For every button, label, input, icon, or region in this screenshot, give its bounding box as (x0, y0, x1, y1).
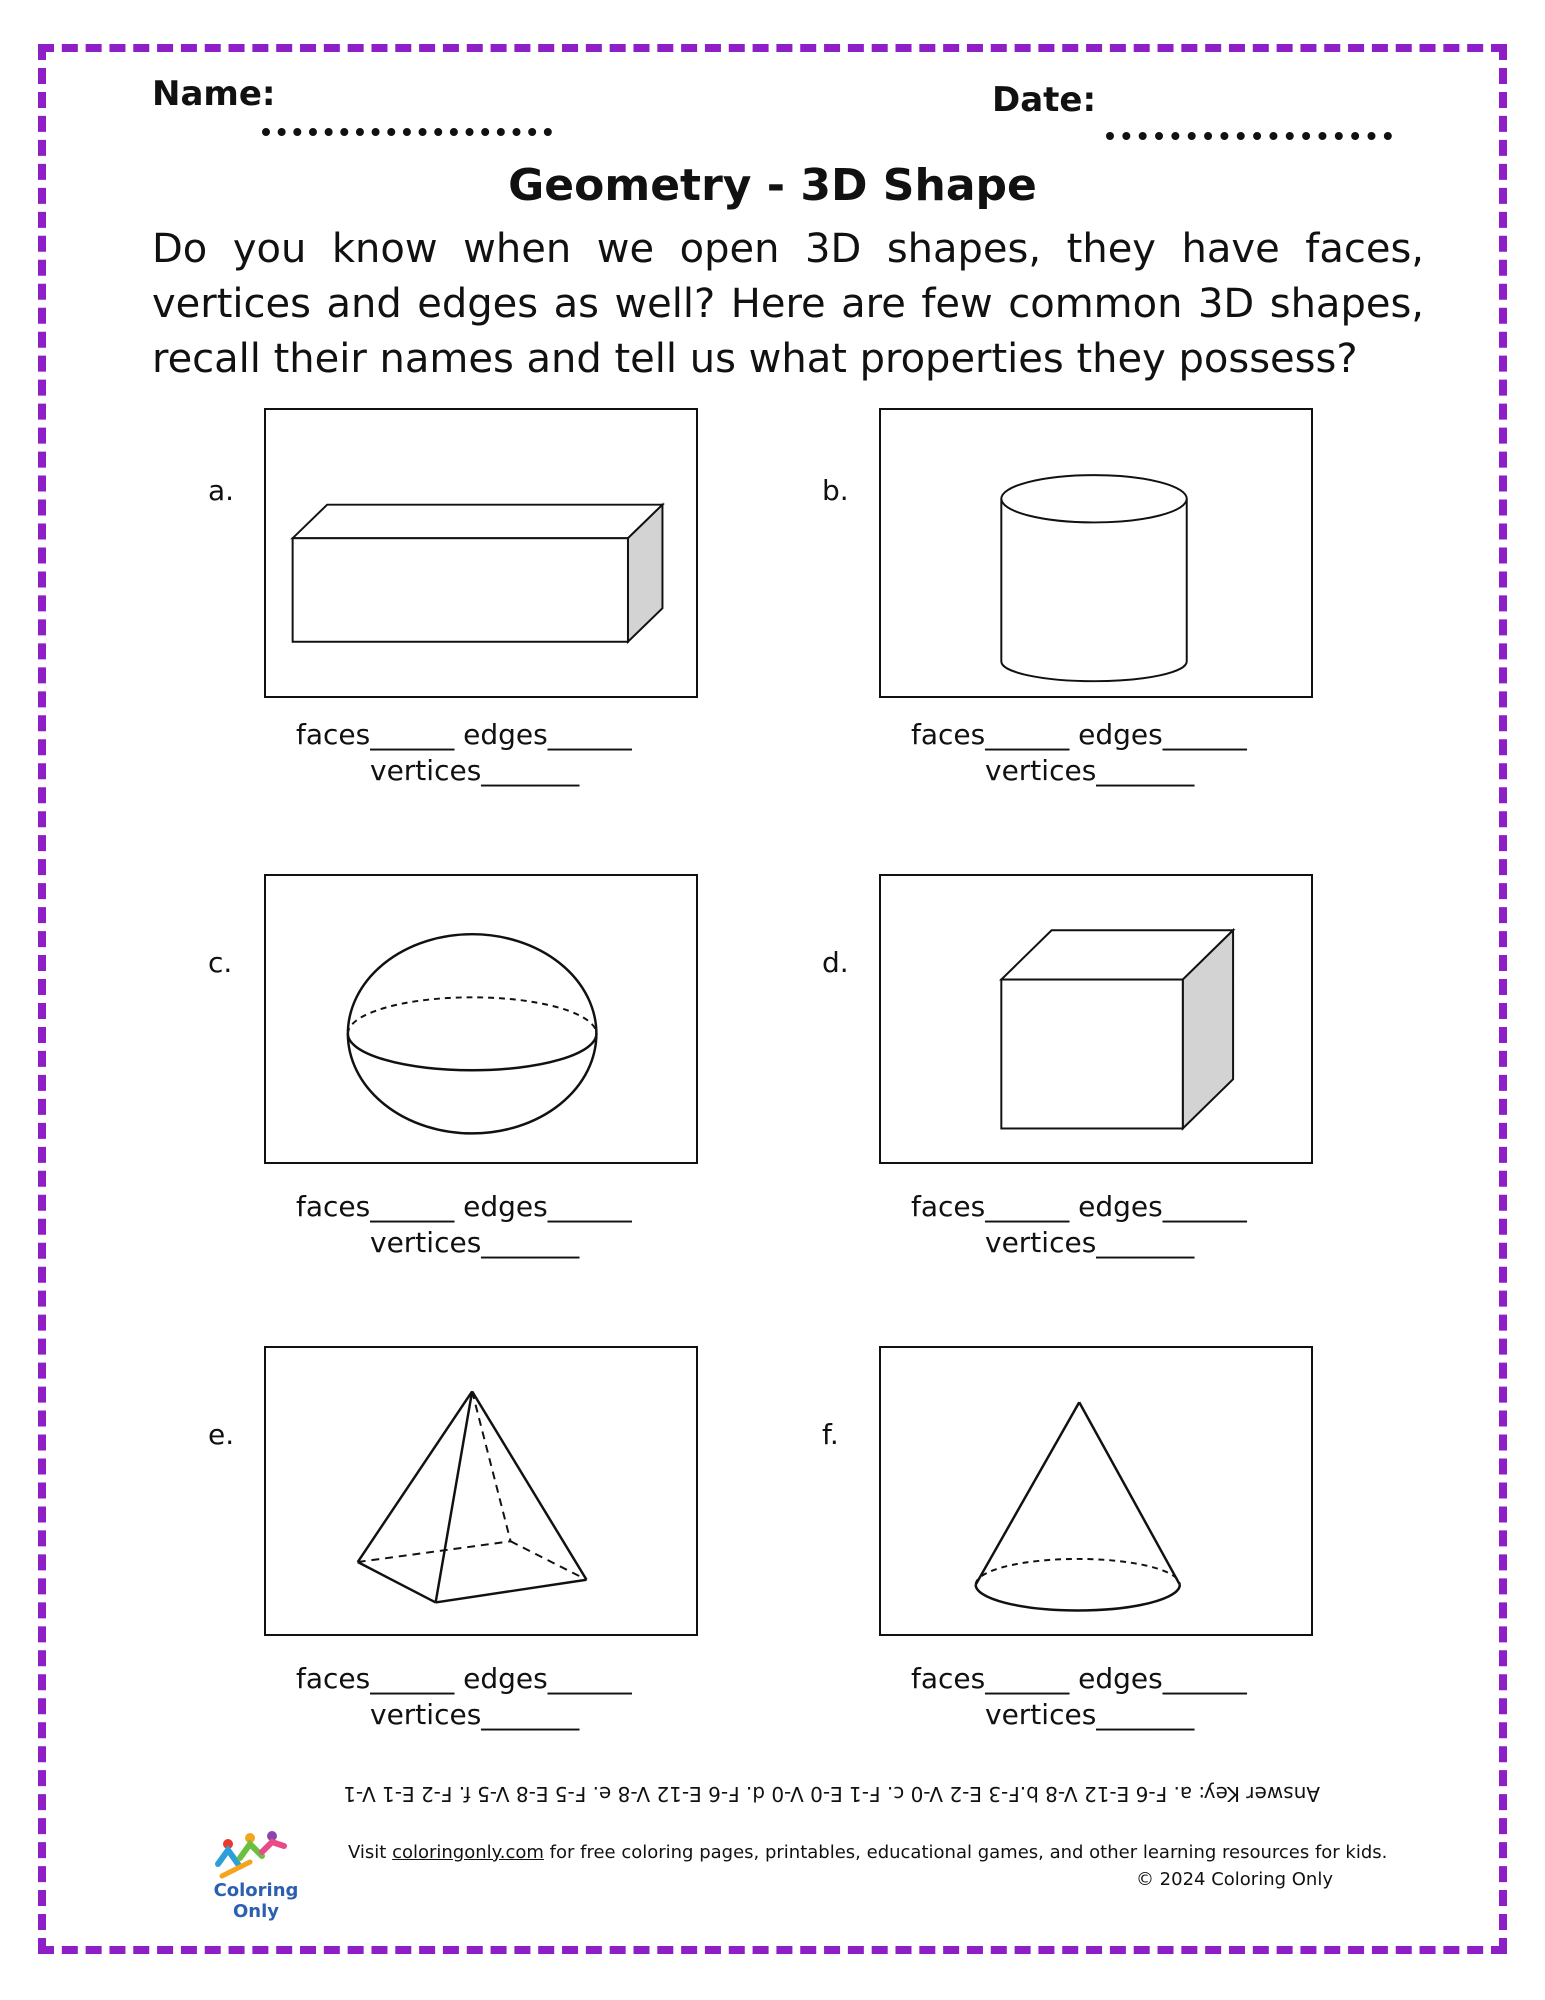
sphere-icon (264, 874, 698, 1164)
intro-paragraph: Do you know when we open 3D shapes, they have faces, vertices and edges as well? Here are few common 3D shapes, recall their names and tell us what properties they possess? (152, 226, 1424, 382)
name-label: Name: (152, 74, 276, 114)
footer-visit-suffix: for free coloring pages, printables, educational games, and other learning resources for kids. (543, 1842, 1388, 1863)
item-c-vertices: vertices_______ (370, 1226, 580, 1259)
square-pyramid-icon (264, 1346, 698, 1636)
logo-text: Coloring Only (213, 1880, 299, 1922)
cone-icon (879, 1346, 1313, 1636)
rectangular-prism-icon (264, 408, 698, 698)
item-c-letter: c. (208, 946, 233, 979)
footer-visit-prefix: Visit (348, 1842, 393, 1863)
item-e-faces-edges: faces______ edges______ (296, 1662, 632, 1695)
date-label: Date: (992, 80, 1097, 120)
cylinder-icon (879, 408, 1313, 698)
item-b-faces-edges: faces______ edges______ (911, 718, 1247, 751)
item-c-faces-edges: faces______ edges______ (296, 1190, 632, 1223)
item-a-letter: a. (208, 474, 235, 507)
worksheet-title: Geometry - 3D Shape (508, 160, 1037, 211)
item-d-vertices: vertices_______ (985, 1226, 1195, 1259)
item-f-faces-edges: faces______ edges______ (911, 1662, 1247, 1695)
answer-key-upside-down: Answer Key: a. F-6 E-12 V-8 b.F-3 E-2 V-0 c. F-1 E-0 V-0 d. F-6 E-12 V-8 e. F-5 E-8 V-5 f. F-2 E-1 V-1 (343, 1782, 1320, 1806)
item-e-vertices: vertices_______ (370, 1698, 580, 1731)
item-b-letter: b. (822, 474, 849, 507)
cube-icon (879, 874, 1313, 1164)
item-a-faces-edges: faces______ edges______ (296, 718, 632, 751)
coloringonly-link[interactable]: coloringonly.com (392, 1842, 544, 1863)
item-f-vertices: vertices_______ (985, 1698, 1195, 1731)
footer-visit-text (348, 1842, 1387, 1863)
item-d-faces-edges: faces______ edges______ (911, 1190, 1247, 1223)
item-a-vertices: vertices_______ (370, 754, 580, 787)
item-f-letter: f. (822, 1418, 839, 1451)
date-fill-line[interactable] (1106, 132, 1392, 140)
copyright-text: © 2024 Coloring Only (1135, 1869, 1333, 1890)
item-b-vertices: vertices_______ (985, 754, 1195, 787)
name-fill-line[interactable] (262, 128, 552, 136)
item-d-letter: d. (822, 946, 849, 979)
item-e-letter: e. (208, 1418, 235, 1451)
